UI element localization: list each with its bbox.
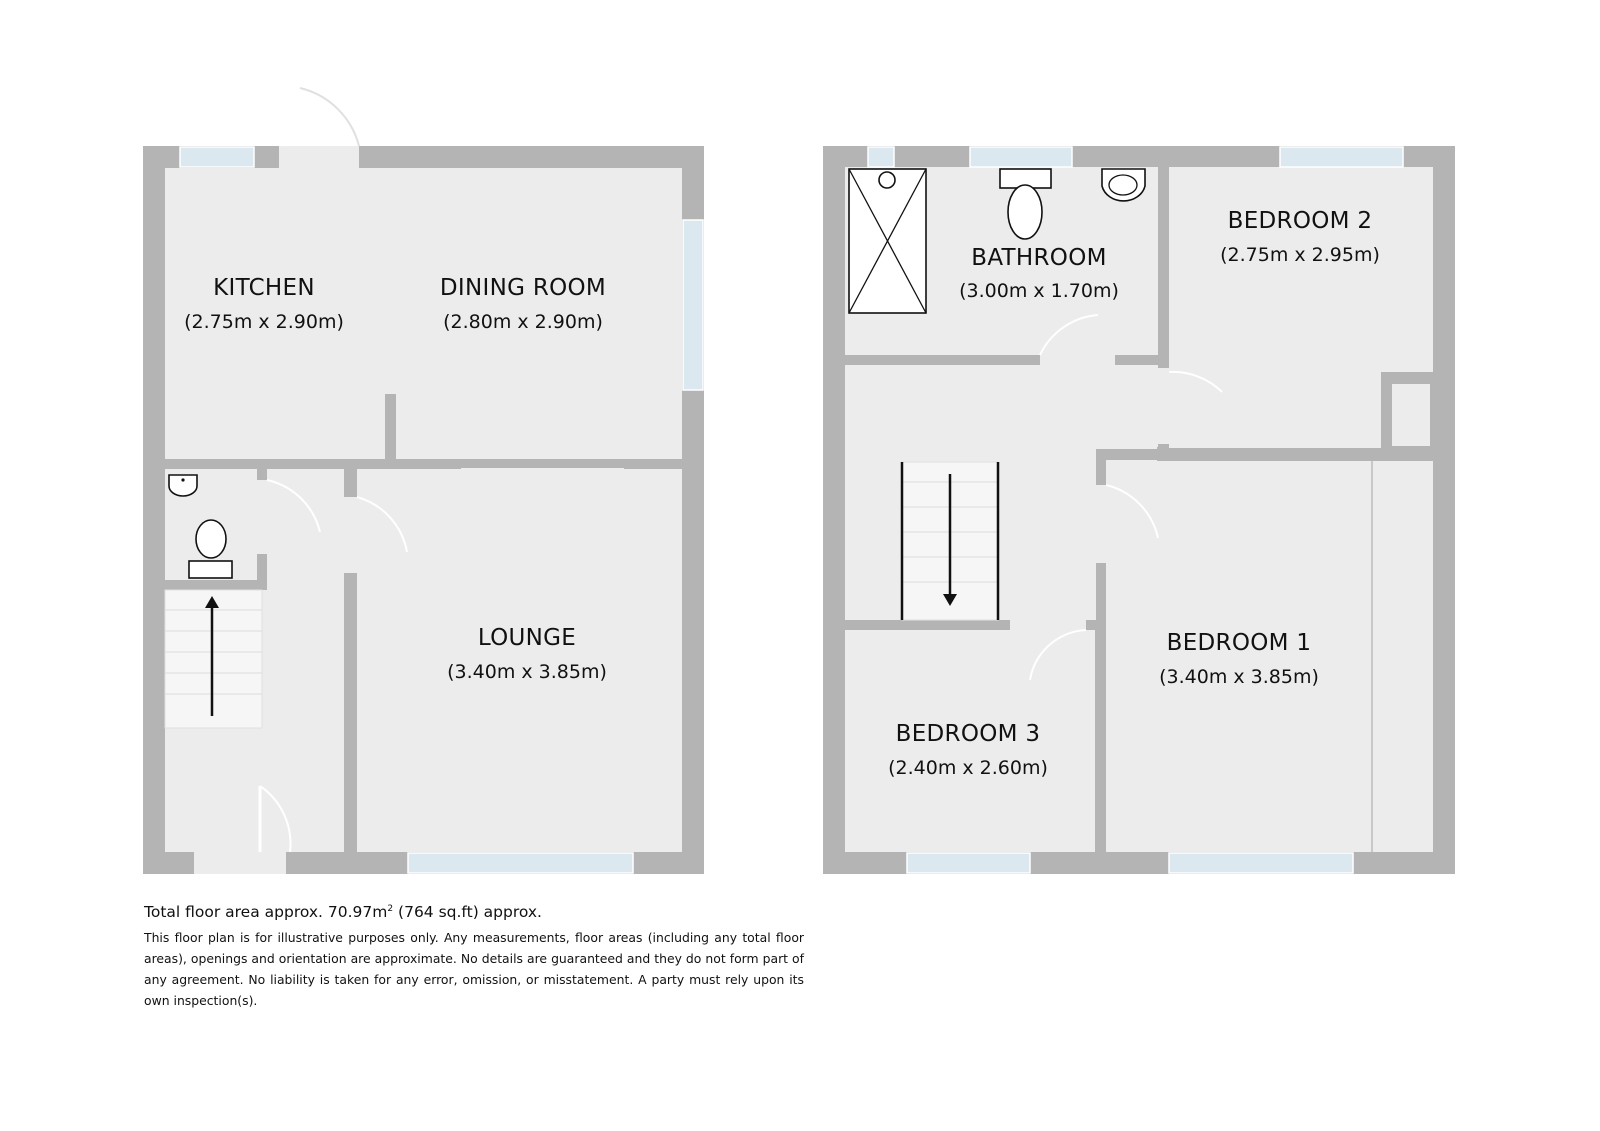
- dining-room-label: DINING ROOM: [439, 275, 607, 301]
- window: [180, 147, 254, 167]
- window: [1280, 147, 1403, 167]
- window: [408, 853, 633, 873]
- bedroom3-dimensions: (2.40m x 2.60m): [888, 757, 1048, 779]
- shower-drain-icon: [879, 172, 895, 188]
- bedroom3-door-opening: [1010, 620, 1086, 630]
- area-suffix-text: (764 sq.ft) approx.: [393, 903, 542, 921]
- window: [683, 220, 703, 390]
- bedroom1-dimensions: (3.40m x 3.85m): [1159, 666, 1319, 688]
- bathroom-wall: [845, 355, 1169, 365]
- window: [868, 147, 894, 167]
- lounge-door-opening: [344, 497, 357, 573]
- wash-basin-icon: [169, 475, 197, 496]
- toilet-bowl-icon: [196, 520, 226, 558]
- ground-floor: [143, 88, 704, 874]
- bedroom1-label: BEDROOM 1: [1166, 630, 1312, 656]
- bedroom2-dimensions: (2.75m x 2.95m): [1220, 244, 1380, 266]
- area-superscript: 2: [387, 903, 394, 914]
- bedroom1-floor: [1106, 461, 1433, 852]
- kitchen-dimensions: (2.75m x 2.90m): [184, 311, 344, 333]
- dining-room-dimensions: (2.80m x 2.90m): [443, 311, 603, 333]
- bedroom2-label: BEDROOM 2: [1227, 208, 1373, 234]
- back-door-opening: [279, 146, 359, 168]
- disclaimer: This floor plan is for illustrative purposes only. Any measurements, floor areas (including any total floor areas), openings and orientation are approximate. No details are guaranteed and they do not form part of any agreement. No liability is taken for any error, omission, or misstatement. A party must rely upon its own inspection(s).: [144, 930, 804, 1008]
- area-text: Total floor area approx. 70.97m: [144, 903, 388, 921]
- lounge-dimensions: (3.40m x 3.85m): [447, 661, 607, 683]
- tap-icon: [181, 478, 184, 481]
- toilet-cistern-icon: [189, 561, 232, 578]
- toilet-bowl-icon: [1008, 185, 1042, 239]
- window: [1169, 853, 1353, 873]
- bedroom1-door-opening: [1096, 485, 1106, 563]
- bedroom2-door-opening: [1158, 368, 1169, 444]
- wc-door-opening: [257, 480, 267, 554]
- ground-internal-wall: [143, 459, 461, 469]
- front-door-opening: [194, 852, 286, 874]
- kitchen-label: KITCHEN: [213, 275, 315, 301]
- bathroom-door-opening: [1040, 355, 1115, 365]
- lounge-floor: [357, 468, 682, 852]
- ground-internal-wall: [624, 459, 682, 469]
- ground-staircase: [165, 590, 262, 728]
- total-floor-area: [144, 903, 804, 921]
- stair-treads: [165, 590, 262, 728]
- door-leaf: [279, 88, 300, 146]
- door-swing-arc: [300, 88, 359, 146]
- bathroom-label: BATHROOM: [971, 245, 1107, 271]
- wc-wall: [157, 580, 267, 590]
- window: [970, 147, 1072, 167]
- ground-partition-wall: [385, 394, 396, 464]
- window: [907, 853, 1030, 873]
- lounge-label: LOUNGE: [477, 625, 577, 651]
- first-staircase: [902, 462, 998, 620]
- bedroom3-label: BEDROOM 3: [895, 721, 1041, 747]
- bathroom-dimensions: (3.00m x 1.70m): [959, 280, 1119, 302]
- cupboard-inner: [1392, 384, 1430, 446]
- footer: [144, 903, 804, 1011]
